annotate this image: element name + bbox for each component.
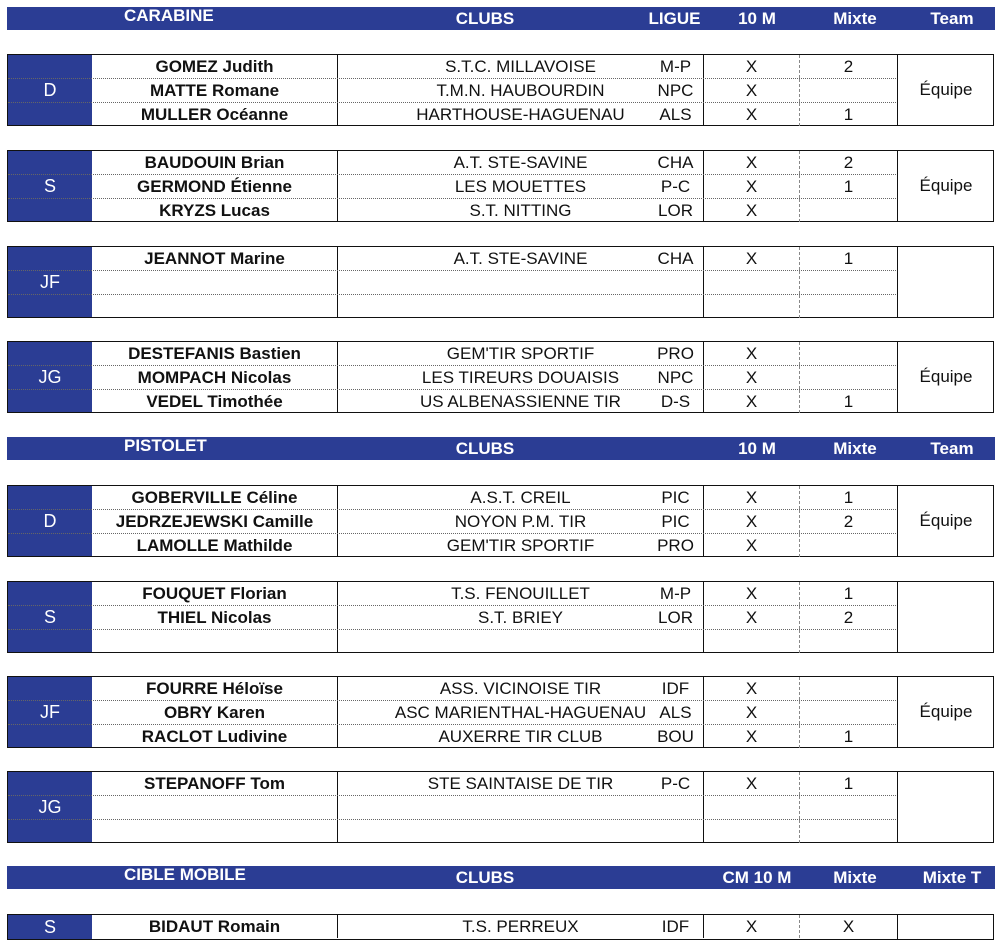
cell-name: FOUQUET Florian [92,582,338,605]
cell-name: GERMOND Étienne [92,175,338,198]
cell-ligue: BOU [648,725,704,748]
cell-name: MOMPACH Nicolas [92,366,338,389]
category-label: S [8,915,92,939]
table-row [8,79,896,103]
table-row [8,725,896,748]
cell-m10: X [704,486,800,509]
cell-mixte [800,677,897,700]
cell-m10: X [704,366,800,389]
cell-club: GEM'TIR SPORTIF [338,534,704,557]
cell-m10: X [704,151,800,174]
cell-name: JEDRZEJEWSKI Camille [92,510,338,533]
cell-name: JEANNOT Marine [92,247,338,270]
table-row [8,606,896,630]
column-header-mixte: Mixte [833,9,877,28]
cell-mixte: 1 [843,105,854,124]
cell-mixte [800,366,897,389]
cell-club: T.S. PERREUX [338,915,704,938]
cell-ligue: D-S [648,390,704,413]
cell-name [92,295,338,318]
cell-club: A.S.T. CREIL [338,486,704,509]
cell-m10: X [704,606,800,629]
cell-club: AUXERRE TIR CLUB [338,725,704,748]
table-row [8,151,896,175]
cell-name: RACLOT Ludivine [92,725,338,748]
cell-ligue: PIC [648,510,704,533]
cell-name: MULLER Océanne [92,103,338,126]
cell-mixte [800,701,897,724]
cell-ligue: LOR [648,606,704,629]
cell-mixte: 1 [843,177,854,196]
cell-ligue [648,630,704,653]
cell-name [92,796,338,819]
cell-name: OBRY Karen [92,701,338,724]
cell-m10 [704,796,800,819]
cell-mixte: X [842,917,855,936]
team-cell [897,582,994,652]
cell-club: A.T. STE-SAVINE [338,151,704,174]
cell-name: LAMOLLE Mathilde [92,534,338,557]
cell-name: BIDAUT Romain [92,915,338,938]
column-header-clubs: CLUBS [455,868,515,887]
section-title: CARABINE [124,6,214,25]
cell-m10: X [704,103,800,126]
cell-club: T.M.N. HAUBOURDIN [338,79,704,102]
column-header-ligue: LIGUE [648,9,701,28]
column-header-team: Team [930,9,974,28]
cell-m10 [704,295,800,318]
cell-name: VEDEL Timothée [92,390,338,413]
cell-m10 [704,271,800,294]
column-header-10m: CM 10 M [722,868,792,887]
category-block [7,485,994,557]
cell-name: GOBERVILLE Céline [92,486,338,509]
category-label: JF [8,247,92,317]
cell-mixte [800,199,897,222]
cell-club: A.T. STE-SAVINE [338,247,704,270]
cell-m10: X [704,199,800,222]
cell-ligue [648,271,704,294]
cell-ligue: ALS [648,701,704,724]
cell-m10: X [704,772,800,795]
cell-m10: X [704,55,800,78]
cell-m10: X [704,175,800,198]
column-header-10m: 10 M [738,9,776,28]
cell-club: GEM'TIR SPORTIF [338,342,704,365]
cell-mixte: 2 [843,57,854,76]
team-cell: Équipe [897,677,994,747]
cell-name [92,630,338,653]
cell-ligue: PIC [648,486,704,509]
cell-mixte: 2 [843,608,854,627]
team-cell: Équipe [897,151,994,221]
cell-name: MATTE Romane [92,79,338,102]
cell-club: ASS. VICINOISE TIR [338,677,704,700]
category-label: S [8,151,92,221]
category-block [7,54,994,126]
section-title: CIBLE MOBILE [124,865,246,884]
column-header-mixte: Mixte [833,868,877,887]
table-row [8,295,896,318]
cell-name [92,820,338,843]
cell-club: ASC MARIENTHAL-HAGUENAU [338,701,704,724]
cell-m10: X [704,701,800,724]
cell-m10: X [704,915,800,938]
cell-name: FOURRE Héloïse [92,677,338,700]
cell-ligue [648,820,704,843]
team-cell: Équipe [897,342,994,412]
cell-name: BAUDOUIN Brian [92,151,338,174]
cell-club: US ALBENASSIENNE TIR [338,390,704,413]
cell-club: T.S. FENOUILLET [338,582,704,605]
cell-ligue: PRO [648,534,704,557]
cell-name: KRYZS Lucas [92,199,338,222]
table-row [8,582,896,606]
table-row [8,175,896,199]
category-block [7,676,994,748]
cell-ligue: P-C [648,772,704,795]
team-cell [897,772,994,842]
cell-ligue: IDF [648,915,704,938]
cell-m10: X [704,390,800,413]
table-row [8,366,896,390]
category-label: S [8,582,92,652]
column-header-clubs: CLUBS [455,9,515,28]
cell-m10: X [704,582,800,605]
cell-club: LES MOUETTES [338,175,704,198]
category-block [7,914,994,940]
category-block [7,341,994,413]
cell-mixte [800,796,897,819]
column-header-clubs: CLUBS [455,439,515,458]
cell-ligue [648,796,704,819]
table-row [8,915,896,938]
table-row [8,677,896,701]
table-row [8,271,896,295]
cell-mixte: 1 [843,584,854,603]
cell-mixte [800,534,897,557]
cell-name: GOMEZ Judith [92,55,338,78]
cell-ligue: NPC [648,79,704,102]
category-block [7,581,994,653]
category-block [7,150,994,222]
cell-name: THIEL Nicolas [92,606,338,629]
cell-m10: X [704,677,800,700]
table-row [8,772,896,796]
section-header [7,437,995,460]
cell-mixte [800,271,897,294]
table-row [8,701,896,725]
table-row [8,103,896,126]
category-block [7,246,994,318]
cell-m10: X [704,79,800,102]
cell-m10: X [704,342,800,365]
category-label: JF [8,677,92,747]
table-row [8,486,896,510]
cell-mixte: 2 [843,153,854,172]
category-block [7,771,994,843]
category-label: JG [8,342,92,412]
table-row [8,55,896,79]
cell-ligue: CHA [648,151,704,174]
column-header-team: Team [930,439,974,458]
section-header [7,7,995,30]
cell-mixte: 2 [843,512,854,531]
cell-club: NOYON P.M. TIR [338,510,704,533]
category-label: D [8,486,92,556]
cell-mixte: 1 [843,392,854,411]
cell-ligue: IDF [648,677,704,700]
cell-m10 [704,630,800,653]
cell-club: STE SAINTAISE DE TIR [338,772,704,795]
table-row [8,820,896,843]
cell-ligue: CHA [648,247,704,270]
table-row [8,630,896,653]
cell-ligue: P-C [648,175,704,198]
category-label: JG [8,772,92,842]
team-cell [897,247,994,317]
cell-mixte: 1 [843,774,854,793]
team-cell: Équipe [897,55,994,125]
cell-club: HARTHOUSE-HAGUENAU [338,103,704,126]
column-header-10m: 10 M [738,439,776,458]
category-label: D [8,55,92,125]
column-header-team: Mixte T [922,868,982,887]
cell-mixte [800,820,897,843]
cell-mixte [800,630,897,653]
cell-m10: X [704,534,800,557]
cell-m10: X [704,247,800,270]
team-cell: Équipe [897,486,994,556]
cell-m10: X [704,725,800,748]
cell-name: DESTEFANIS Bastien [92,342,338,365]
cell-ligue: ALS [648,103,704,126]
table-row [8,199,896,222]
cell-club: S.T.C. MILLAVOISE [338,55,704,78]
team-cell [897,915,994,939]
table-row [8,390,896,413]
cell-mixte: 1 [843,249,854,268]
cell-mixte: 1 [843,488,854,507]
table-row [8,510,896,534]
section-header [7,866,995,889]
cell-ligue: M-P [648,582,704,605]
cell-name: STEPANOFF Tom [92,772,338,795]
cell-mixte [800,79,897,102]
cell-name [92,271,338,294]
column-header-mixte: Mixte [833,439,877,458]
cell-club: S.T. NITTING [338,199,704,222]
cell-ligue: NPC [648,366,704,389]
cell-ligue [648,295,704,318]
cell-ligue: LOR [648,199,704,222]
cell-club: LES TIREURS DOUAISIS [338,366,704,389]
cell-ligue: PRO [648,342,704,365]
cell-m10 [704,820,800,843]
section-title: PISTOLET [124,436,207,455]
table-row [8,534,896,557]
table-row [8,247,896,271]
cell-ligue: M-P [648,55,704,78]
cell-mixte: 1 [843,727,854,746]
cell-mixte [800,295,897,318]
cell-mixte [800,342,897,365]
table-row [8,342,896,366]
cell-club: S.T. BRIEY [338,606,704,629]
cell-m10: X [704,510,800,533]
table-row [8,796,896,820]
